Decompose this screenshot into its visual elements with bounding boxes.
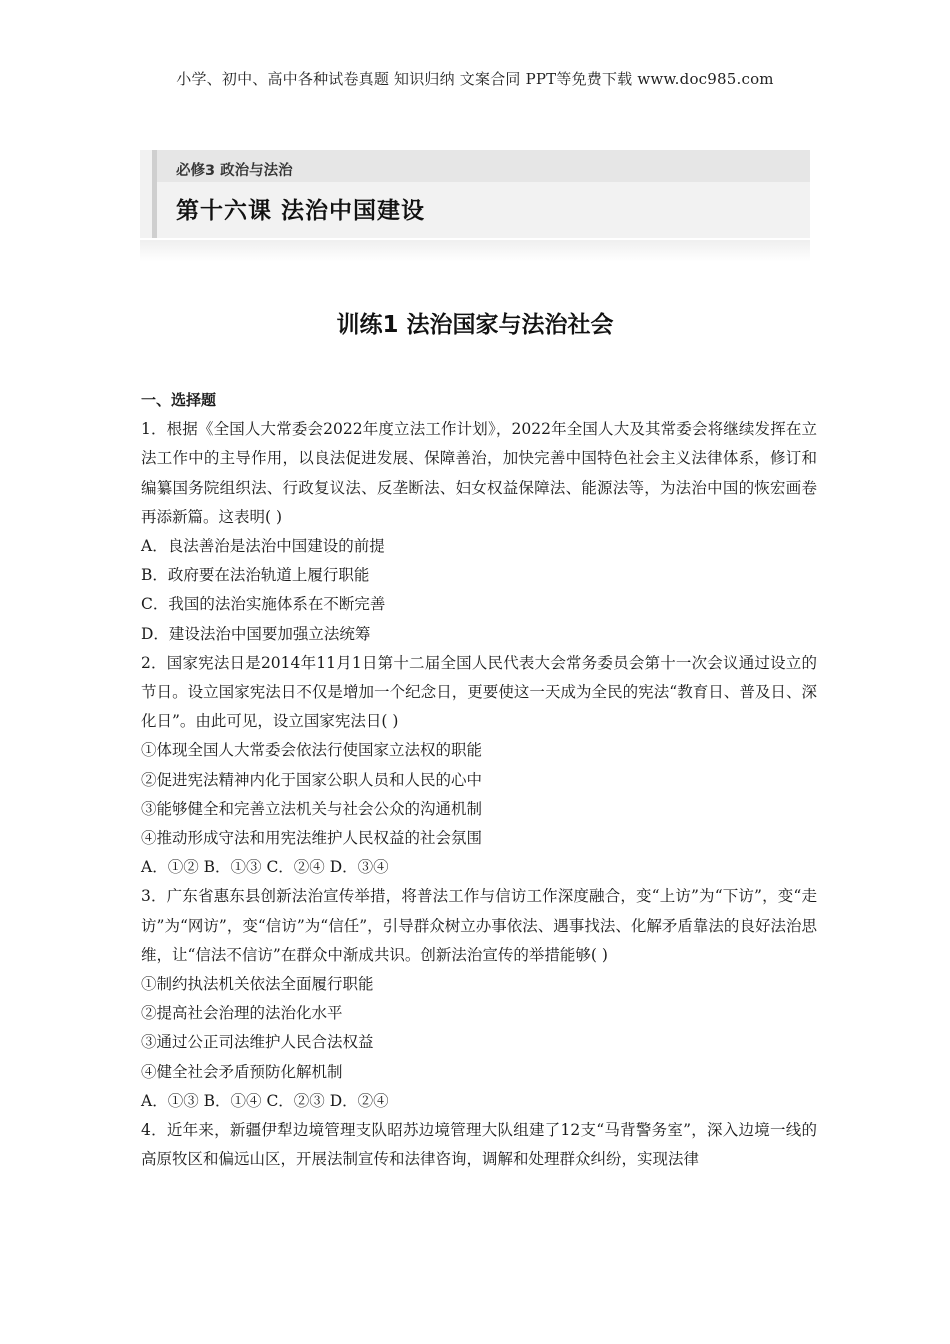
banner-title: 第十六课 法治中国建设 — [176, 198, 426, 224]
question-1-stem: 1．根据《全国人大常委会2022年度立法工作计划》，2022年全国人大及其常委会将继续发挥在立法工作中的主导作用，以良法促进发展、保障善治，加快完善中国特色社会主义法律体系，修订和编纂国务院组织法、行政复议法、反垄断法、妇女权益保障法、能源法等，为法治中国的恢宏画卷再添新篇。这表明( ) — [141, 420, 817, 526]
question-3-answers: A．①③ B．①④ C．②③ D．②④ — [141, 1091, 389, 1110]
section-heading: 一、选择题 — [141, 391, 217, 409]
banner-accent-bar — [152, 150, 157, 238]
question-1-option-b: B．政府要在法治轨道上履行职能 — [141, 566, 370, 585]
question-content — [141, 386, 817, 1174]
lesson-banner — [140, 150, 810, 238]
page-title: 训练1 法治国家与法治社会 — [336, 312, 614, 338]
question-2-answers: A．①② B．①③ C．②④ D．③④ — [141, 858, 389, 877]
banner-subtitle: 必修3 政治与法治 — [176, 163, 293, 179]
question-3-item-2: ②提高社会治理的法治化水平 — [141, 1004, 343, 1023]
question-1-option-d: D．建设法治中国要加强立法统筹 — [141, 624, 371, 643]
question-2-stem: 2．国家宪法日是2014年11月1日第十二届全国人民代表大会常务委员会第十一次会议通过设立的节日。设立国家宪法日不仅是增加一个纪念日，更要使这一天成为全民的宪法“教育日、普及日、深化日”。由此可见，设立国家宪法日( ) — [141, 653, 817, 731]
question-2-item-1: ①体现全国人大常委会依法行使国家立法权的职能 — [141, 741, 483, 760]
question-2-item-4: ④推动形成守法和用宪法维护人民权益的社会氛围 — [141, 829, 483, 848]
site-header: 小学、初中、高中各种试卷真题 知识归纳 文案合同 PPT等免费下载 www.doc985.com — [176, 70, 774, 88]
question-1-option-c: C．我国的法治实施体系在不断完善 — [141, 595, 386, 614]
question-3-item-4: ④健全社会矛盾预防化解机制 — [141, 1062, 343, 1081]
question-4-stem: 4．近年来，新疆伊犁边境管理支队昭苏边境管理大队组建了12支“马背警务室”，深入边境一线的高原牧区和偏远山区，开展法制宣传和法律咨询，调解和处理群众纠纷，实现法律 — [141, 1121, 817, 1169]
banner-shadow — [140, 240, 810, 262]
question-2-item-3: ③能够健全和完善立法机关与社会公众的沟通机制 — [141, 799, 483, 818]
question-1-option-a: A．良法善治是法治中国建设的前提 — [141, 537, 385, 556]
question-2-item-2: ②促进宪法精神内化于国家公职人员和人民的心中 — [141, 770, 483, 789]
question-3-stem: 3．广东省惠东县创新法治宣传举措，将普法工作与信访工作深度融合，变“上访”为“下访”，变“走访”为“网访”，变“信访”为“信任”，引导群众树立办事依法、遇事找法、化解矛盾靠法的良好法治思维，让“信法不信访”在群众中渐成共识。创新法治宣传的举措能够( ) — [141, 887, 817, 964]
question-3-item-3: ③通过公正司法维护人民合法权益 — [141, 1033, 374, 1052]
question-3-item-1: ①制约执法机关依法全面履行职能 — [141, 975, 374, 994]
